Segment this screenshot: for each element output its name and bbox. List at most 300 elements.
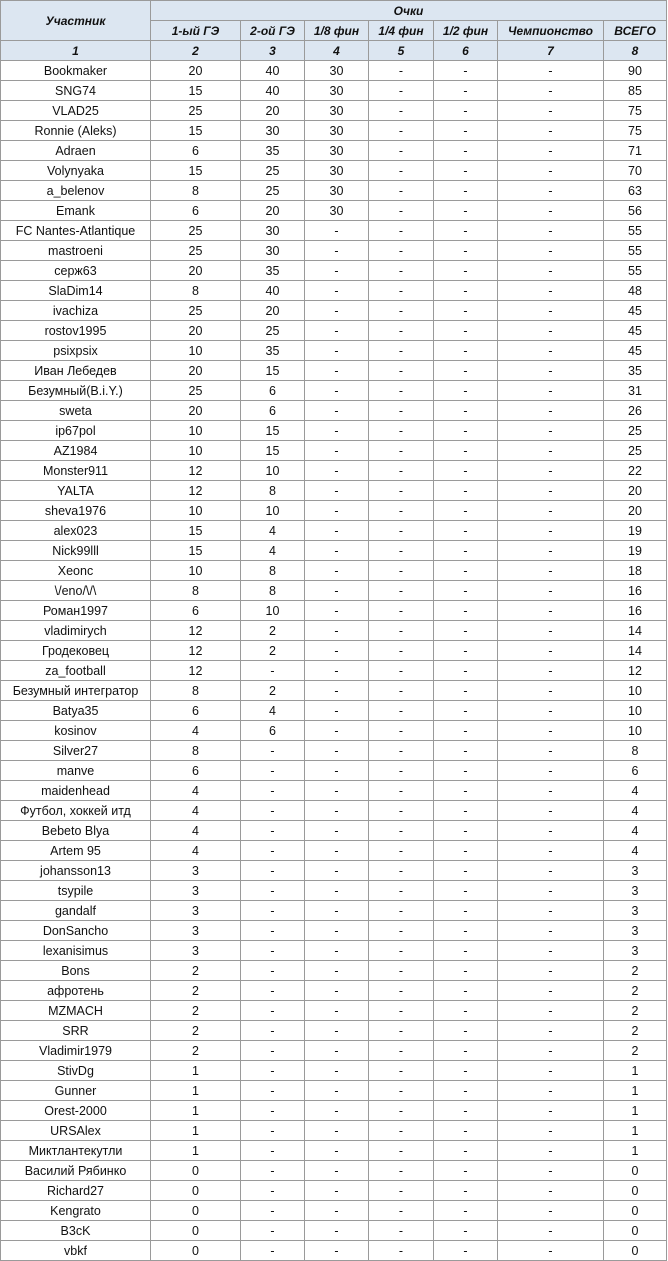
participant-name: Silver27 xyxy=(1,741,151,761)
group-stage-1-points: 2 xyxy=(151,961,241,981)
round-of-16-points: - xyxy=(305,1061,369,1081)
group-stage-1-points: 2 xyxy=(151,1021,241,1041)
table-row xyxy=(1,901,667,921)
group-stage-2-points: 2 xyxy=(241,621,305,641)
group-stage-2-points: 8 xyxy=(241,561,305,581)
participant-name: Bebeto Blya xyxy=(1,821,151,841)
quarterfinal-points: - xyxy=(369,1081,434,1101)
table-row xyxy=(1,241,667,261)
table-row xyxy=(1,1221,667,1241)
championship-points: - xyxy=(498,361,604,381)
group-stage-1-points: 10 xyxy=(151,441,241,461)
total-points: 1 xyxy=(604,1101,667,1121)
group-stage-2-points: - xyxy=(241,1061,305,1081)
table-row xyxy=(1,761,667,781)
championship-points: - xyxy=(498,801,604,821)
quarterfinal-points: - xyxy=(369,461,434,481)
quarterfinal-points: - xyxy=(369,861,434,881)
group-stage-2-points: 4 xyxy=(241,701,305,721)
total-points: 70 xyxy=(604,161,667,181)
table-row xyxy=(1,141,667,161)
table-row xyxy=(1,201,667,221)
group-stage-1-points: 3 xyxy=(151,861,241,881)
column-numbers-row xyxy=(1,41,667,61)
participant-name: URSAlex xyxy=(1,1121,151,1141)
semifinal-points: - xyxy=(434,741,498,761)
championship-points: - xyxy=(498,501,604,521)
championship-points: - xyxy=(498,1081,604,1101)
championship-points: - xyxy=(498,941,604,961)
column-number: 6 xyxy=(434,41,498,61)
participant-name: Emank xyxy=(1,201,151,221)
round-of-16-points: - xyxy=(305,401,369,421)
quarterfinal-points: - xyxy=(369,1061,434,1081)
championship-points: - xyxy=(498,681,604,701)
round-of-16-points: - xyxy=(305,801,369,821)
participant-name: Гродековец xyxy=(1,641,151,661)
group-stage-2-points: - xyxy=(241,861,305,881)
group-stage-1-points: 20 xyxy=(151,261,241,281)
semifinal-points: - xyxy=(434,981,498,1001)
participant-name: SlaDim14 xyxy=(1,281,151,301)
column-number: 7 xyxy=(498,41,604,61)
championship-points: - xyxy=(498,581,604,601)
semifinal-points: - xyxy=(434,501,498,521)
table-row xyxy=(1,421,667,441)
semifinal-points: - xyxy=(434,581,498,601)
group-stage-2-points: 30 xyxy=(241,241,305,261)
group-stage-1-points: 10 xyxy=(151,501,241,521)
table-row xyxy=(1,741,667,761)
round-of-16-points: - xyxy=(305,821,369,841)
participant-name: Безумный(B.i.Y.) xyxy=(1,381,151,401)
round-of-16-points: 30 xyxy=(305,161,369,181)
total-points: 10 xyxy=(604,721,667,741)
total-points: 6 xyxy=(604,761,667,781)
semifinal-points: - xyxy=(434,621,498,641)
table-row xyxy=(1,481,667,501)
quarterfinal-points: - xyxy=(369,961,434,981)
semifinal-points: - xyxy=(434,101,498,121)
table-row xyxy=(1,1081,667,1101)
total-points: 31 xyxy=(604,381,667,401)
total-points: 55 xyxy=(604,241,667,261)
group-stage-1-points: 6 xyxy=(151,701,241,721)
total-points: 19 xyxy=(604,521,667,541)
round-of-16-points: 30 xyxy=(305,81,369,101)
total-points: 0 xyxy=(604,1221,667,1241)
round-of-16-points: - xyxy=(305,861,369,881)
group-stage-2-points: 15 xyxy=(241,441,305,461)
table-row xyxy=(1,441,667,461)
championship-points: - xyxy=(498,1001,604,1021)
group-stage-1-points: 20 xyxy=(151,321,241,341)
group-stage-1-points: 15 xyxy=(151,541,241,561)
participant-name: Миктлантекутли xyxy=(1,1141,151,1161)
total-points: 48 xyxy=(604,281,667,301)
participant-name: VLAD25 xyxy=(1,101,151,121)
championship-points: - xyxy=(498,1221,604,1241)
table-row xyxy=(1,721,667,741)
participant-name: Artem 95 xyxy=(1,841,151,861)
column-header: 1/8 фин xyxy=(305,21,369,41)
table-row xyxy=(1,101,667,121)
quarterfinal-points: - xyxy=(369,921,434,941)
total-points: 1 xyxy=(604,1081,667,1101)
participant-name: gandalf xyxy=(1,901,151,921)
quarterfinal-points: - xyxy=(369,1241,434,1261)
points-header: Очки xyxy=(151,1,667,21)
group-stage-2-points: - xyxy=(241,1001,305,1021)
participant-name: SRR xyxy=(1,1021,151,1041)
championship-points: - xyxy=(498,241,604,261)
participant-name: sweta xyxy=(1,401,151,421)
participant-name: Bons xyxy=(1,961,151,981)
total-points: 75 xyxy=(604,121,667,141)
group-stage-1-points: 20 xyxy=(151,361,241,381)
table-row xyxy=(1,1121,667,1141)
total-points: 8 xyxy=(604,741,667,761)
group-stage-1-points: 12 xyxy=(151,461,241,481)
group-stage-1-points: 8 xyxy=(151,181,241,201)
participant-name: Футбол, хоккей итд xyxy=(1,801,151,821)
group-stage-1-points: 4 xyxy=(151,801,241,821)
table-row xyxy=(1,281,667,301)
round-of-16-points: 30 xyxy=(305,141,369,161)
semifinal-points: - xyxy=(434,1021,498,1041)
championship-points: - xyxy=(498,601,604,621)
total-points: 25 xyxy=(604,421,667,441)
quarterfinal-points: - xyxy=(369,501,434,521)
quarterfinal-points: - xyxy=(369,701,434,721)
group-stage-1-points: 25 xyxy=(151,381,241,401)
participant-name: MZMACH xyxy=(1,1001,151,1021)
group-stage-1-points: 4 xyxy=(151,781,241,801)
quarterfinal-points: - xyxy=(369,401,434,421)
group-stage-2-points: 25 xyxy=(241,321,305,341)
group-stage-2-points: 35 xyxy=(241,341,305,361)
group-stage-2-points: 20 xyxy=(241,201,305,221)
participant-name: rostov1995 xyxy=(1,321,151,341)
group-stage-1-points: 10 xyxy=(151,421,241,441)
group-stage-2-points: 15 xyxy=(241,421,305,441)
quarterfinal-points: - xyxy=(369,341,434,361)
participant-name: Orest-2000 xyxy=(1,1101,151,1121)
total-points: 3 xyxy=(604,941,667,961)
total-points: 85 xyxy=(604,81,667,101)
round-of-16-points: - xyxy=(305,241,369,261)
participant-name: Gunner xyxy=(1,1081,151,1101)
table-row xyxy=(1,1141,667,1161)
quarterfinal-points: - xyxy=(369,521,434,541)
quarterfinal-points: - xyxy=(369,301,434,321)
round-of-16-points: - xyxy=(305,221,369,241)
group-stage-2-points: 40 xyxy=(241,61,305,81)
semifinal-points: - xyxy=(434,541,498,561)
table-row xyxy=(1,181,667,201)
quarterfinal-points: - xyxy=(369,1121,434,1141)
semifinal-points: - xyxy=(434,721,498,741)
semifinal-points: - xyxy=(434,301,498,321)
table-row xyxy=(1,161,667,181)
championship-points: - xyxy=(498,1201,604,1221)
round-of-16-points: - xyxy=(305,1201,369,1221)
column-header: Чемпионство xyxy=(498,21,604,41)
table-row xyxy=(1,361,667,381)
quarterfinal-points: - xyxy=(369,441,434,461)
total-points: 4 xyxy=(604,781,667,801)
championship-points: - xyxy=(498,441,604,461)
round-of-16-points: - xyxy=(305,981,369,1001)
quarterfinal-points: - xyxy=(369,821,434,841)
participant-name: StivDg xyxy=(1,1061,151,1081)
quarterfinal-points: - xyxy=(369,681,434,701)
group-stage-2-points: - xyxy=(241,941,305,961)
championship-points: - xyxy=(498,181,604,201)
semifinal-points: - xyxy=(434,381,498,401)
round-of-16-points: - xyxy=(305,1121,369,1141)
quarterfinal-points: - xyxy=(369,1041,434,1061)
total-points: 20 xyxy=(604,481,667,501)
semifinal-points: - xyxy=(434,241,498,261)
table-row xyxy=(1,921,667,941)
semifinal-points: - xyxy=(434,961,498,981)
championship-points: - xyxy=(498,821,604,841)
quarterfinal-points: - xyxy=(369,941,434,961)
round-of-16-points: - xyxy=(305,901,369,921)
total-points: 71 xyxy=(604,141,667,161)
round-of-16-points: - xyxy=(305,961,369,981)
group-stage-1-points: 3 xyxy=(151,901,241,921)
group-stage-1-points: 2 xyxy=(151,1041,241,1061)
championship-points: - xyxy=(498,1161,604,1181)
participant-name: \/eno/\/\ xyxy=(1,581,151,601)
participant-name: B3cK xyxy=(1,1221,151,1241)
semifinal-points: - xyxy=(434,321,498,341)
participant-name: Volynyaka xyxy=(1,161,151,181)
group-stage-2-points: 8 xyxy=(241,581,305,601)
quarterfinal-points: - xyxy=(369,541,434,561)
group-stage-2-points: - xyxy=(241,1081,305,1101)
participant-name: DonSancho xyxy=(1,921,151,941)
table-row xyxy=(1,1021,667,1041)
group-stage-1-points: 6 xyxy=(151,601,241,621)
championship-points: - xyxy=(498,61,604,81)
round-of-16-points: - xyxy=(305,761,369,781)
participant-name: tsypile xyxy=(1,881,151,901)
quarterfinal-points: - xyxy=(369,201,434,221)
total-points: 26 xyxy=(604,401,667,421)
group-stage-2-points: 8 xyxy=(241,481,305,501)
quarterfinal-points: - xyxy=(369,1141,434,1161)
semifinal-points: - xyxy=(434,601,498,621)
semifinal-points: - xyxy=(434,921,498,941)
group-stage-1-points: 10 xyxy=(151,341,241,361)
group-stage-1-points: 12 xyxy=(151,481,241,501)
semifinal-points: - xyxy=(434,1221,498,1241)
participant-name: vladimirych xyxy=(1,621,151,641)
group-stage-2-points: 6 xyxy=(241,401,305,421)
championship-points: - xyxy=(498,421,604,441)
group-stage-1-points: 0 xyxy=(151,1161,241,1181)
group-stage-1-points: 8 xyxy=(151,741,241,761)
total-points: 16 xyxy=(604,581,667,601)
column-number: 2 xyxy=(151,41,241,61)
group-stage-2-points: 35 xyxy=(241,141,305,161)
semifinal-points: - xyxy=(434,521,498,541)
participant-name: афротень xyxy=(1,981,151,1001)
group-stage-1-points: 15 xyxy=(151,161,241,181)
championship-points: - xyxy=(498,401,604,421)
quarterfinal-points: - xyxy=(369,281,434,301)
championship-points: - xyxy=(498,561,604,581)
participant-name: mastroeni xyxy=(1,241,151,261)
group-stage-2-points: 10 xyxy=(241,601,305,621)
group-stage-1-points: 3 xyxy=(151,941,241,961)
group-stage-2-points: - xyxy=(241,1101,305,1121)
total-points: 4 xyxy=(604,801,667,821)
total-points: 35 xyxy=(604,361,667,381)
table-row xyxy=(1,1101,667,1121)
round-of-16-points: - xyxy=(305,721,369,741)
group-stage-1-points: 0 xyxy=(151,1221,241,1241)
total-points: 2 xyxy=(604,961,667,981)
group-stage-2-points: 40 xyxy=(241,81,305,101)
group-stage-2-points: - xyxy=(241,981,305,1001)
championship-points: - xyxy=(498,921,604,941)
table-row xyxy=(1,821,667,841)
participant-name: sheva1976 xyxy=(1,501,151,521)
round-of-16-points: - xyxy=(305,321,369,341)
championship-points: - xyxy=(498,541,604,561)
column-header: 1-ый ГЭ xyxy=(151,21,241,41)
quarterfinal-points: - xyxy=(369,641,434,661)
semifinal-points: - xyxy=(434,1101,498,1121)
table-row xyxy=(1,381,667,401)
column-header: 1/4 фин xyxy=(369,21,434,41)
round-of-16-points: - xyxy=(305,941,369,961)
table-row xyxy=(1,521,667,541)
championship-points: - xyxy=(498,521,604,541)
group-stage-1-points: 6 xyxy=(151,201,241,221)
participant-name: ip67pol xyxy=(1,421,151,441)
participant-name: SNG74 xyxy=(1,81,151,101)
table-row xyxy=(1,1061,667,1081)
semifinal-points: - xyxy=(434,821,498,841)
group-stage-1-points: 12 xyxy=(151,621,241,641)
round-of-16-points: - xyxy=(305,681,369,701)
semifinal-points: - xyxy=(434,761,498,781)
group-stage-2-points: 15 xyxy=(241,361,305,381)
table-row xyxy=(1,621,667,641)
group-stage-1-points: 10 xyxy=(151,561,241,581)
quarterfinal-points: - xyxy=(369,121,434,141)
group-stage-1-points: 0 xyxy=(151,1201,241,1221)
round-of-16-points: - xyxy=(305,1161,369,1181)
group-stage-2-points: - xyxy=(241,1181,305,1201)
championship-points: - xyxy=(498,221,604,241)
round-of-16-points: - xyxy=(305,1101,369,1121)
round-of-16-points: - xyxy=(305,1221,369,1241)
participant-name: Batya35 xyxy=(1,701,151,721)
group-stage-2-points: - xyxy=(241,741,305,761)
group-stage-2-points: 30 xyxy=(241,221,305,241)
group-stage-1-points: 4 xyxy=(151,821,241,841)
semifinal-points: - xyxy=(434,181,498,201)
quarterfinal-points: - xyxy=(369,581,434,601)
championship-points: - xyxy=(498,881,604,901)
group-stage-2-points: - xyxy=(241,1121,305,1141)
quarterfinal-points: - xyxy=(369,1221,434,1241)
total-points: 0 xyxy=(604,1161,667,1181)
quarterfinal-points: - xyxy=(369,841,434,861)
group-stage-2-points: - xyxy=(241,1201,305,1221)
column-header: ВСЕГО xyxy=(604,21,667,41)
table-row xyxy=(1,61,667,81)
table-row xyxy=(1,941,667,961)
group-stage-2-points: 4 xyxy=(241,541,305,561)
participant-name: Monster911 xyxy=(1,461,151,481)
participant-name: ivachiza xyxy=(1,301,151,321)
participant-name: maidenhead xyxy=(1,781,151,801)
group-stage-1-points: 1 xyxy=(151,1141,241,1161)
semifinal-points: - xyxy=(434,1181,498,1201)
round-of-16-points: - xyxy=(305,1001,369,1021)
column-number: 1 xyxy=(1,41,151,61)
participant-name: Иван Лебедев xyxy=(1,361,151,381)
championship-points: - xyxy=(498,1021,604,1041)
total-points: 45 xyxy=(604,341,667,361)
semifinal-points: - xyxy=(434,121,498,141)
championship-points: - xyxy=(498,841,604,861)
table-row xyxy=(1,1201,667,1221)
group-stage-1-points: 1 xyxy=(151,1121,241,1141)
championship-points: - xyxy=(498,741,604,761)
semifinal-points: - xyxy=(434,401,498,421)
total-points: 10 xyxy=(604,681,667,701)
championship-points: - xyxy=(498,861,604,881)
table-row xyxy=(1,581,667,601)
participant-name: kosinov xyxy=(1,721,151,741)
table-row xyxy=(1,81,667,101)
quarterfinal-points: - xyxy=(369,81,434,101)
total-points: 55 xyxy=(604,261,667,281)
round-of-16-points: 30 xyxy=(305,61,369,81)
round-of-16-points: - xyxy=(305,301,369,321)
total-points: 63 xyxy=(604,181,667,201)
quarterfinal-points: - xyxy=(369,181,434,201)
championship-points: - xyxy=(498,261,604,281)
semifinal-points: - xyxy=(434,81,498,101)
group-stage-2-points: - xyxy=(241,841,305,861)
table-row xyxy=(1,601,667,621)
round-of-16-points: 30 xyxy=(305,101,369,121)
round-of-16-points: - xyxy=(305,601,369,621)
semifinal-points: - xyxy=(434,281,498,301)
championship-points: - xyxy=(498,161,604,181)
round-of-16-points: - xyxy=(305,781,369,801)
total-points: 18 xyxy=(604,561,667,581)
quarterfinal-points: - xyxy=(369,721,434,741)
column-number: 4 xyxy=(305,41,369,61)
participant-name: AZ1984 xyxy=(1,441,151,461)
table-row xyxy=(1,661,667,681)
group-stage-2-points: - xyxy=(241,1161,305,1181)
round-of-16-points: - xyxy=(305,1141,369,1161)
championship-points: - xyxy=(498,1121,604,1141)
round-of-16-points: 30 xyxy=(305,121,369,141)
championship-points: - xyxy=(498,1141,604,1161)
